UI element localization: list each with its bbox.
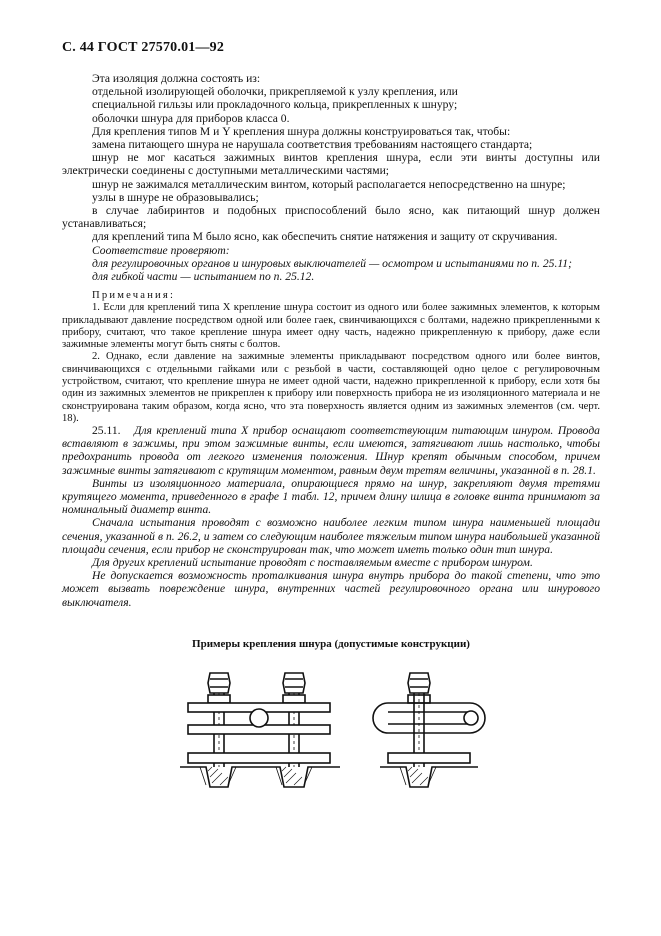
compliance-check-title: Соответствие проверяют: bbox=[92, 243, 230, 257]
figure-title: Примеры крепления шнура (допустимые конструкции) bbox=[192, 638, 470, 650]
paragraph: узлы в шнуре не образовывались; bbox=[92, 190, 259, 204]
paragraph: специальной гильзы или прокладочного кольца, прикрепленных к шнуру; bbox=[92, 98, 458, 112]
compliance-check-line: для гибкой части — испытанием по п. 25.12. bbox=[92, 270, 315, 284]
clause-paragraph-3: Сначала испытания проводят с возможно наиболее легким типом шнура наименьшей площади сечения, указанной в п. 26.2, и затем со следующим наиболее тяжелым типом шнура наибольшей указанной площади сечения, если прибор не сконструирован так, что может иметь только один тип шнура. bbox=[62, 516, 600, 556]
paragraph: Для крепления типов М и Y крепления шнура должны конструироваться так, чтобы: bbox=[92, 124, 511, 138]
clause-paragraph-4: Для других креплений испытание проводят с поставляемым вместе с прибором шнуром. bbox=[92, 556, 533, 570]
paragraph: оболочки шнура для приборов класса 0. bbox=[92, 111, 290, 125]
requirements-block bbox=[62, 72, 600, 283]
page-header: С. 44 ГОСТ 27570.01—92 bbox=[62, 40, 225, 55]
left-anchorage-drawing bbox=[180, 673, 340, 787]
note-1: 1. Если для креплений типа X крепление шнура состоит из одного или более зажимных элементов, к которым прикладывают давление посредством одной или более гаек, свинчивающихся с болтами, надежно прикрепленными к прибору, считают, что такое крепление шнура имеет одну часть, надежно прикрепленную к прибору, даже если зажимные элементы могут быть сняты с болтов. bbox=[62, 302, 600, 351]
paragraph: Эта изоляция должна состоять из: bbox=[92, 72, 261, 85]
note-2: 2. Однако, если давление на зажимные элементы прикладывают посредством одного или более винтов, свинчивающихся с отдельными гайками или с резьбой в части, составляющей одно целое с регулировочным устройством, считают, что крепление шнура не имеет одной части, надежно прикрепленной к прибору, если хотя бы один из зажимных элементов не прикреплен к прибору или поверхность прибора не из изоляционного материала и не сконструирована таким образом, когда ясно, что эта поверхность является одним из зажимных элементов (см. черт. 18). bbox=[62, 351, 600, 424]
paragraph: шнур не зажимался металлическим винтом, который располагается непосредственно на шнуре; bbox=[92, 177, 566, 191]
paragraph: для креплений типа М было ясно, как обеспечить снятие натяжения и защиту от скручивания. bbox=[92, 230, 558, 244]
clause-paragraph-2: Винты из изоляционного материала, опирающиеся прямо на шнур, закрепляют двумя третями крутящего момента, приведенного в графе 1 табл. 12, причем длину шлица в головке винта принимают за номинальный диаметр винта. bbox=[62, 476, 600, 517]
clause-25-11 bbox=[62, 424, 600, 609]
notes-block bbox=[62, 290, 600, 425]
notes-title: Примечания: bbox=[92, 290, 176, 301]
paragraph: отдельной изолирующей оболочки, прикрепляемой к узлу крепления, или bbox=[92, 85, 458, 99]
clause-paragraph-5: Не допускается возможность проталкивания шнура внутрь прибора до такой степени, что это может вызвать повреждение шнура, внутренних частей регулировочного органа или шнурового выключателя. bbox=[62, 569, 600, 609]
compliance-check-line: для регулировочных органов и шнуровых выключателей — осмотром и испытаниями по п. 25.11; bbox=[92, 256, 572, 270]
paragraph: замена питающего шнура не нарушала соответствия требованиям настоящего стандарта; bbox=[92, 138, 533, 152]
paragraph: в случае лабиринтов и подобных приспособлений было ясно, как питающий шнур должен устанавливаться; bbox=[62, 204, 600, 231]
clause-number: 25.11. bbox=[92, 424, 121, 437]
paragraph: шнур не мог касаться зажимных винтов крепления шнура, если эти винты доступны или электрически соединены с доступными металлическими частями; bbox=[62, 151, 600, 178]
clause-paragraph-1 bbox=[62, 424, 600, 477]
right-anchorage-drawing bbox=[373, 673, 485, 787]
clause-text: Для креплений типа X прибор оснащают соответствующим питающим шнуром. Провода вставляют в зажимы, при этом зажимные винты, если имеются, затягивают лишь настолько, чтобы предохранить провода от легкого изменения положения. Шнур крепят обычным способом, причем зажимные винты затягивают с крутящим моментом, равным двум третям величины, указанной в п. 28.1. bbox=[62, 424, 600, 477]
cord-anchorage-figure bbox=[170, 655, 500, 805]
